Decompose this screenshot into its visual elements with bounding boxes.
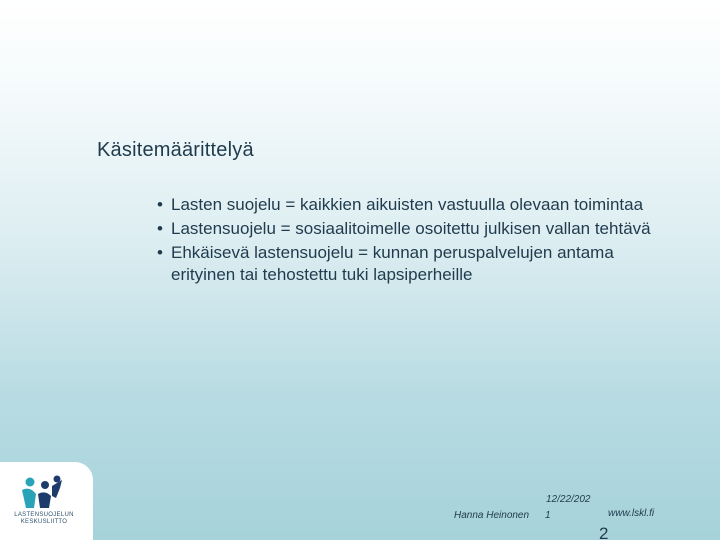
bullet-item — [157, 218, 677, 240]
bullet-definition: = sosiaalitoimelle osoitettu julkisen vallan tehtävä — [275, 219, 651, 238]
footer-website: www.lskl.fi — [608, 508, 655, 519]
bullet-list — [157, 194, 677, 288]
logo-wordmark: LASTENSUOJELUN KESKUSLIITTO — [14, 512, 74, 525]
footer-author: Hanna Heinonen — [454, 510, 530, 521]
bullet-term: Lasten suojelu — [171, 195, 281, 214]
bullet-definition: = kunnan peruspalvelujen antama erityinen tai tehostettu tuki lapsiperheille — [171, 243, 614, 284]
bullet-dot: • — [157, 195, 163, 214]
footer-date-suffix: 1 — [545, 510, 551, 521]
bullet-dot: • — [157, 243, 163, 262]
bullet-item — [157, 242, 677, 286]
slide-title: Käsitemäärittelyä — [97, 139, 254, 161]
page-number: 2 — [599, 524, 609, 543]
bullet-item — [157, 194, 677, 216]
bullet-dot: • — [157, 219, 163, 238]
organization-logo — [0, 462, 93, 540]
bullet-definition: = kaikkien aikuisten vastuulla olevaan toimintaa — [280, 195, 644, 214]
bullet-term: Lastensuojelu — [171, 219, 276, 238]
bullet-term: Ehkäisevä lastensuojelu — [171, 243, 354, 262]
footer-date: 12/22/202 — [546, 494, 591, 505]
family-figures-icon — [18, 474, 64, 510]
